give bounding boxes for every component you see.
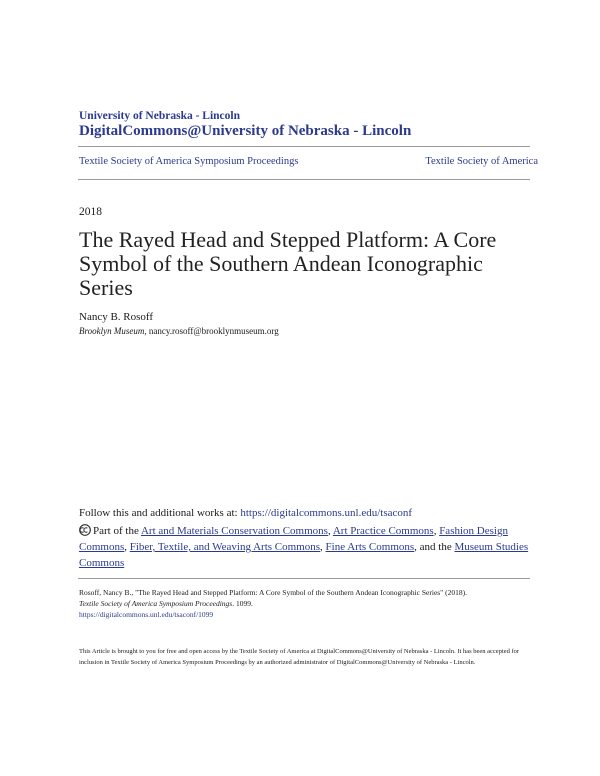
citation-number: . 1099. [232,599,253,608]
follow-label: Follow this and additional works at: [79,507,241,519]
follow-url-link[interactable]: https://digitalcommons.unl.edu/tsaconf [240,507,413,519]
separator: , [327,525,333,537]
affiliation-email[interactable]: , nancy.rosoff@brooklynmuseum.org [144,326,279,336]
author-affiliation [79,326,279,336]
commons-link-art-materials[interactable]: Art and Materials Conservation Commons [140,525,328,537]
conjunction: , and the [414,541,455,553]
commons-link-fiber-textile[interactable]: Fiber, Textile, and Weaving Arts Commons [129,541,321,553]
publication-year: 2018 [79,206,102,218]
separator: , [124,541,130,553]
part-of-prefix: Part of the [93,525,141,537]
separator: , [320,541,326,553]
creative-commons-icon [79,524,91,536]
follow-line [79,507,539,519]
header-divider-bottom [78,179,530,180]
header-divider-top [78,146,530,147]
commons-link-fine-arts[interactable]: Fine Arts Commons [325,541,415,553]
part-of-commons [79,523,529,571]
university-name[interactable]: University of Nebraska - Lincoln [79,110,240,122]
citation-text: Rosoff, Nancy B., "The Rayed Head and Stepped Platform: A Core Symbol of the Southern Andean Iconographic Series" (2018). [79,588,467,597]
commons-link-fashion-design[interactable]: Fashion Design Commons [79,525,508,553]
recommended-citation [79,587,534,620]
author-name: Nancy B. Rosoff [79,311,154,323]
citation-journal: Textile Society of America Symposium Proceedings [79,599,233,608]
citation-url-link[interactable]: https://digitalcommons.unl.edu/tsaconf/1099 [79,610,214,619]
repository-name[interactable]: DigitalCommons@University of Nebraska - Lincoln [79,123,412,139]
separator: , [433,525,440,537]
access-note: This Article is brought to you for free and open access by the Textile Society of America at DigitalCommons@University of Nebraska - Lincoln. It has been accepted for inclusion in Textile Society of America Symposium Proceedings by an authorized administrator of DigitalCommons@University of Nebraska - Lincoln. [79,648,520,666]
organization-link[interactable]: Textile Society of America [425,156,538,167]
commons-link-art-practice[interactable]: Art Practice Commons [332,525,434,537]
affiliation-institution: Brooklyn Museum [79,326,145,336]
citation-divider [78,578,530,579]
commons-link-museum-studies[interactable]: Museum Studies Commons [79,541,529,569]
collection-link[interactable]: Textile Society of America Symposium Proceedings [79,156,299,167]
article-title: The Rayed Head and Stepped Platform: A Core Symbol of the Southern Andean Iconographic Series [79,227,497,300]
